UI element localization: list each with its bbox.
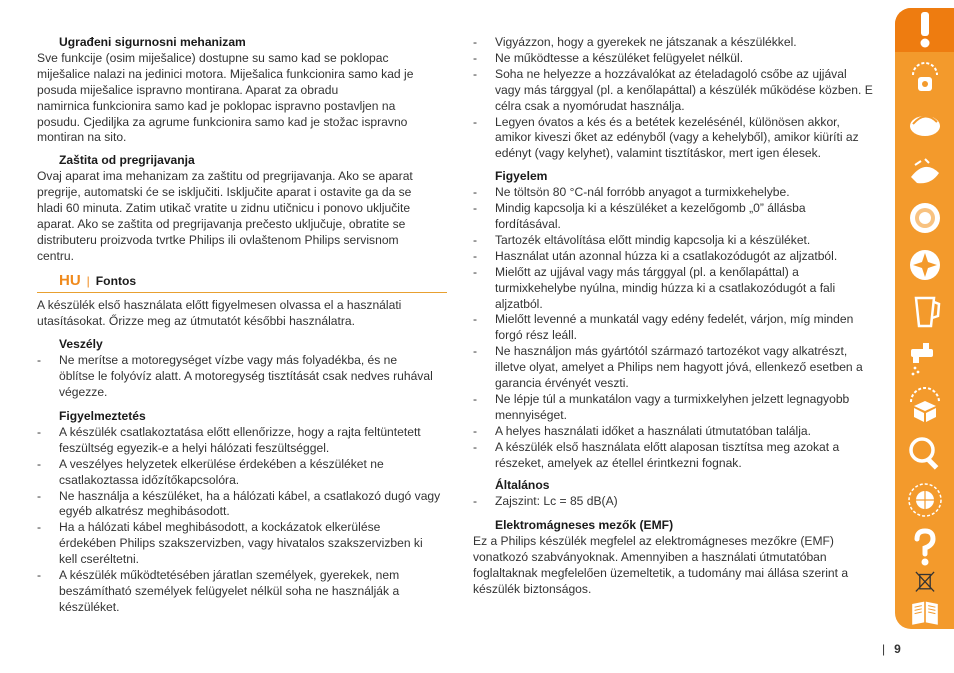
kneading-icon: [905, 151, 945, 191]
chopping-blade-icon: [905, 245, 945, 285]
list-item-line: Ne működtesse a készüléket felügyelet nélkül.: [495, 50, 744, 65]
list-item: [473, 424, 883, 440]
list-item-line: feszültség egyezik-e a helyi hálózati feszültséggel.: [59, 440, 330, 455]
list-item-line: Ne merítse a motoregységet vízbe vagy más folyadékba, és ne: [59, 353, 398, 368]
list-item-line: végezze.: [59, 385, 108, 400]
list-item-line: részeket, amelyek az étellel érintkezni fognak.: [495, 455, 742, 470]
list-item-line: Használat után azonnal húzza ki a csatlakozódugót az aljzatból.: [495, 248, 838, 263]
list-item-line: illetve olyat, amelyet a Philips nem hagyott jóvá, ellenkező esetben a: [495, 360, 863, 375]
dash-bullet: -: [473, 494, 478, 509]
heading-safety-mechanism: Ugrađeni sigurnosni mehanizam: [59, 35, 246, 49]
dash-bullet: -: [473, 391, 478, 406]
guarantee-globe-icon: [905, 480, 945, 520]
right-top-list: [473, 35, 883, 162]
text-line: distributeru proizvoda tvrtke Philips ili ovlaštenom Philips servisnom: [37, 232, 399, 247]
tab-kneading[interactable]: [895, 148, 954, 194]
danger-list: [37, 353, 447, 401]
general-list: [473, 494, 883, 510]
faucet-cleaning-icon: [905, 339, 945, 379]
tab-slicing[interactable]: [895, 101, 954, 147]
text-line: posuda miješalice ispravno montirana. Aparat za obradu: [37, 82, 339, 97]
list-item-line: turmixkehelybe nyúlna, mindig húzza ki a csatlakozódugót a fali: [495, 280, 836, 295]
dash-bullet: -: [473, 35, 478, 49]
list-item-line: A veszélyes helyzetek elkerülése érdekében a készüléket ne: [59, 456, 384, 471]
tab-troubleshooting-search[interactable]: [895, 430, 954, 476]
list-item-line: egyéb alkatrész meghibásodott.: [59, 504, 230, 519]
dash-bullet: -: [473, 114, 478, 129]
dash-bullet: -: [473, 423, 478, 438]
dash-bullet: -: [37, 488, 42, 503]
list-item-line: vagy más tárggyal (pl. a kenőlapáttal) a készülék működése közben. E: [495, 82, 873, 97]
list-item: [37, 425, 447, 457]
list-item-line: Ne töltsön 80 °C-nál forróbb anyagot a turmixkehelybe.: [495, 185, 790, 200]
citrus-press-icon: [905, 198, 945, 238]
right-column: [473, 35, 883, 598]
list-item-line: Ne használja a készüléket, ha a hálózati kábel, a csatlakozó dugó vagy: [59, 488, 441, 503]
text-line: utasításokat. Őrizze meg az útmutatót későbbi használatra.: [37, 313, 355, 328]
recipe-book-icon: [907, 596, 943, 628]
tab-cleaning[interactable]: [895, 336, 954, 382]
blender-jar-icon: [905, 292, 945, 332]
tab-chopping[interactable]: [895, 242, 954, 288]
list-item-line: készüléket.: [59, 599, 120, 614]
list-item-line: mennyiséget.: [495, 407, 567, 422]
list-item: [473, 115, 883, 163]
paragraph-emf: [473, 534, 883, 598]
tab-click-co[interactable]: [895, 54, 954, 100]
list-item: [37, 520, 447, 568]
text-line: A készülék első használata előtt figyelmesen olvassa el a használati: [37, 297, 402, 312]
list-item-line: A helyes használati időket a használati útmutatóban találja.: [495, 423, 811, 438]
paragraph-overheat: [37, 169, 447, 264]
list-item: [473, 51, 883, 67]
list-item-line: célra csak a nyomórudat használja.: [495, 98, 685, 113]
page-number: [882, 642, 901, 656]
list-item: [473, 35, 883, 51]
list-item: [473, 494, 883, 510]
list-item-line: edényt (vagy kelyhet), valamint tisztításkor, mert igen élesek.: [495, 146, 821, 161]
paragraph-safety: [37, 51, 447, 146]
list-item-line: aljzatból.: [495, 296, 543, 311]
warning-icon: [905, 10, 945, 50]
dash-bullet: -: [473, 248, 478, 263]
tab-environment[interactable]: [895, 571, 954, 591]
list-item-line: Mindig kapcsolja ki a készüléket a kezelőgomb „0” állásba: [495, 201, 806, 216]
storage-box-icon: [905, 386, 945, 426]
list-item: [473, 185, 883, 201]
list-item-line: amikor kiveszi őket az edényből (vagy a kehelyből), amikor kiüríti az: [495, 130, 859, 145]
list-item: [473, 312, 883, 344]
list-item-line: Legyen óvatos a kés és a betétek kezelésénél, különösen akkor,: [495, 114, 840, 129]
dash-bullet: -: [473, 439, 478, 454]
text-line: Ez a Philips készülék megfelel az elektromágneses mezőkre (EMF): [473, 534, 834, 549]
dash-bullet: -: [473, 232, 478, 247]
tab-citrus[interactable]: [895, 195, 954, 241]
list-item-line: Tartozék eltávolítása előtt mindig kapcsolja ki a készüléket.: [495, 232, 811, 247]
list-item-line: Zajszint: Lc = 85 dB(A): [495, 494, 618, 509]
list-item: [473, 392, 883, 424]
dash-bullet: -: [37, 353, 42, 368]
magnifier-icon: [905, 433, 945, 473]
list-item-line: A készülék első használata előtt alaposan tisztítsa meg azokat a: [495, 439, 840, 454]
paragraph-intro: [37, 298, 447, 330]
list-item-line: Vigyázzon, hogy a gyerekek ne játszanak a készülékkel.: [495, 35, 797, 49]
text-line: pregrije, automatski će se isključiti. Isključite aparat i ostavite ga da se: [37, 185, 412, 200]
heading-caution: Figyelem: [495, 169, 548, 184]
crossed-bin-icon: [912, 568, 938, 594]
caution-list: [473, 185, 883, 471]
page-number-value: 9: [894, 642, 901, 656]
language-code: HU: [59, 271, 81, 289]
list-item-line: Soha ne helyezze a hozzávalókat az ételadagoló csőbe az ujjával: [495, 66, 847, 81]
list-item-line: Ne lépje túl a munkatálon vagy a turmixkelyhen jelzett legnagyobb: [495, 391, 850, 406]
list-item-line: érdekében Philips szakszervizben, vagy hivatalos szakszervizben ki: [59, 536, 423, 551]
list-item-line: Mielőtt levenné a munkatál vagy edény fedelét, várjon, míg minden: [495, 312, 854, 327]
list-item-line: A készülék működtetésében járatlan személyek, gyerekek, nem: [59, 568, 400, 583]
list-item-line: csatlakoztassa időzítőkapcsolóra.: [59, 472, 240, 487]
left-column: [37, 35, 447, 616]
heading-emf: Elektromágneses mezők (EMF): [495, 518, 674, 533]
list-item-line: öblítse le folyóvíz alatt. A motoregység tisztítását csak nedves ruhával: [59, 369, 433, 384]
list-item: [473, 201, 883, 233]
text-line: aparat. Ako se zaštita od pregrijavanja prečesto uključuje, obratite se: [37, 216, 406, 231]
heading-general: Általános: [495, 478, 550, 493]
dash-bullet: -: [473, 185, 478, 200]
text-line: Ovaj aparat ima mehanizam za zaštitu od pregrijavanja. Ako se aparat: [37, 169, 413, 184]
dash-bullet: -: [473, 312, 478, 327]
text-line: foglaltaknak megfelelően üzemeltetik, a tudomány mai állása szerint a: [473, 566, 849, 580]
question-icon: [905, 527, 945, 567]
list-item-line: kell cseréltetni.: [59, 552, 139, 567]
text-line: centru.: [37, 248, 74, 263]
page-number-separator: |: [882, 642, 886, 656]
list-item: [37, 353, 447, 401]
list-item-line: garancia érvényét veszti.: [495, 376, 629, 391]
tab-warning[interactable]: [895, 8, 954, 52]
text-line: montiran na sito.: [37, 130, 127, 145]
list-item-line: A készülék csatlakoztatása előtt ellenőrizze, hogy a rajta feltüntetett: [59, 424, 421, 439]
text-line: namirnica funkcionira samo kad je poklopac ispravno postavljen na: [37, 98, 396, 113]
warning-list: [37, 425, 447, 616]
text-line: miješalice nalazi na jedinici motora. Miješalica funkcionira samo kad je: [37, 66, 414, 81]
list-item-line: Ha a hálózati kábel meghibásodott, a kockázatok elkerülése: [59, 520, 381, 535]
text-line: vonatkozó szabványoknak. Amennyiben a használati útmutatóban: [473, 550, 827, 565]
dash-bullet: -: [473, 344, 478, 359]
tab-blender[interactable]: [895, 289, 954, 335]
list-item: [37, 568, 447, 616]
list-item-line: fordításával.: [495, 216, 561, 231]
tab-storage[interactable]: [895, 383, 954, 429]
tab-guarantee[interactable]: [895, 477, 954, 523]
text-line: hladi 60 minuta. Zatim utikač vratite u zidnu utičnicu i ponovo uključite: [37, 201, 411, 216]
list-item-line: forgó rész leáll.: [495, 328, 578, 343]
list-item-line: Ne használjon más gyártótól származó tartozékot vagy alkatrészt,: [495, 344, 848, 359]
title-separator: |: [86, 273, 90, 288]
text-line: Sve funkcije (osim miješalice) dostupne su samo kad se poklopac: [37, 50, 389, 65]
list-item: [37, 457, 447, 489]
section-title-fontos: [37, 273, 447, 293]
list-item: [473, 67, 883, 115]
dash-bullet: -: [473, 66, 478, 81]
dash-bullet: -: [473, 201, 478, 216]
click-co-icon: [905, 57, 945, 97]
list-item: [473, 344, 883, 392]
list-item: [473, 249, 883, 265]
list-item: [473, 440, 883, 472]
dash-bullet: -: [37, 568, 42, 583]
list-item: [473, 265, 883, 313]
tab-questions[interactable]: [895, 524, 954, 570]
text-line: posudu. Cjediljka za agrume funkcionira samo kad je stožac ispravno: [37, 114, 408, 129]
list-item: [37, 489, 447, 521]
dash-bullet: -: [37, 520, 42, 535]
heading-warning: Figyelmeztetés: [59, 409, 146, 424]
chapter-sidebar: [895, 8, 954, 629]
tab-recipes[interactable]: [895, 594, 954, 629]
slicing-disc-icon: [905, 104, 945, 144]
dash-bullet: -: [37, 456, 42, 471]
dash-bullet: -: [37, 424, 42, 439]
heading-overheat-protection: Zaštita od pregrijavanja: [59, 153, 195, 168]
text-line: készülék biztonságos.: [473, 581, 592, 596]
dash-bullet: -: [473, 264, 478, 279]
dash-bullet: -: [473, 50, 478, 65]
list-item-line: Mielőtt az ujjával vagy más tárggyal (pl. a kenőlapáttal) a: [495, 264, 799, 279]
list-item-line: beszámítható személyek felügyelet nélkül soha ne használják a: [59, 584, 400, 598]
section-name: Fontos: [95, 273, 137, 288]
heading-danger: Veszély: [59, 337, 103, 352]
list-item: [473, 233, 883, 249]
